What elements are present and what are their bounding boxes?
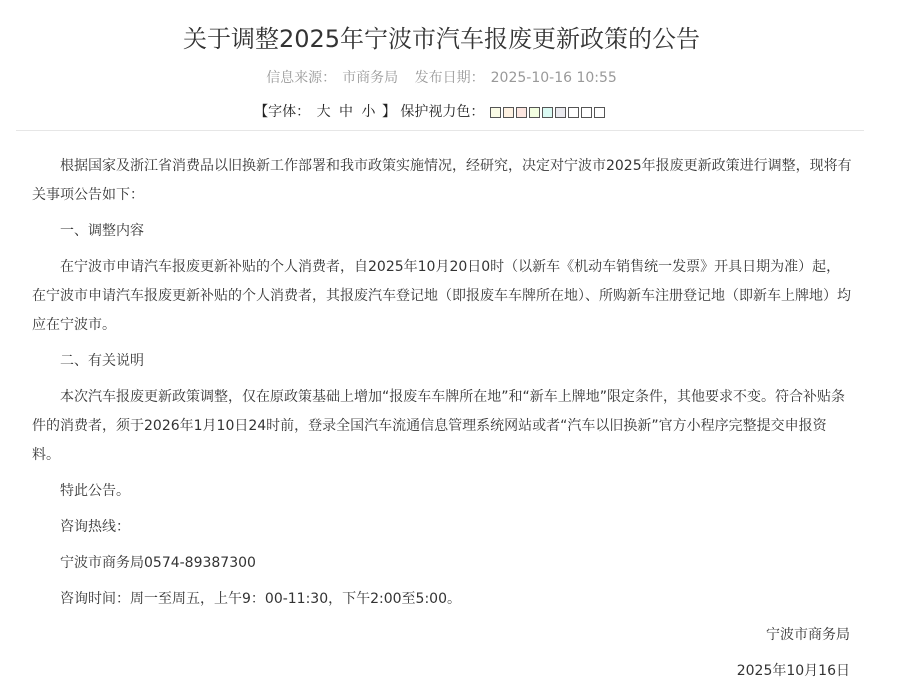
notes-paragraph: 本次汽车报废更新政策调整，仅在原政策基础上增加“报废车车牌所在地”和“新车上牌地”限定条件，其他要求不变。符合补贴条件的消费者，须于2026年1月10日24时前，登录全国汽车流通信息管理系统网站或者“汽车以旧换新”官方小程序完整提交申报资料。 [32, 389, 846, 463]
color-swatch-9[interactable] [594, 107, 605, 118]
font-size-label: 【字体： [254, 104, 311, 120]
color-swatch-5[interactable] [542, 107, 553, 118]
font-size-close-bracket: 】 [381, 104, 396, 120]
source-value: 市商务局 [342, 70, 399, 86]
color-swatch-6[interactable] [555, 107, 566, 118]
section-heading-adjustment: 一、调整内容 [60, 223, 144, 239]
date-value: 2025-10-16 10:55 [490, 70, 617, 86]
color-swatch-8[interactable] [581, 107, 592, 118]
font-size-small-button[interactable]: 小 [361, 104, 376, 120]
color-swatch-3[interactable] [516, 107, 527, 118]
eye-protection-label: 保护视力色： [400, 104, 485, 120]
publish-date-info [412, 70, 620, 86]
color-swatch-4[interactable] [529, 107, 540, 118]
header-divider [16, 130, 864, 131]
page-title: 关于调整2025年宁波市汽车报废更新政策的公告 [182, 25, 701, 53]
closing-paragraph: 特此公告。 [60, 483, 130, 499]
eye-protection-swatches [489, 104, 606, 120]
intro-paragraph: 根据国家及浙江省消费品以旧换新工作部署和我市政策实施情况，经研究，决定对宁波市2025年报废更新政策进行调整，现将有关事项公告如下： [32, 158, 852, 203]
font-size-medium-button[interactable]: 中 [339, 104, 354, 120]
reading-tools [0, 102, 860, 122]
date-label: 发布日期： [414, 70, 485, 86]
color-swatch-2[interactable] [503, 107, 514, 118]
section-heading-notes: 二、有关说明 [60, 353, 144, 369]
article-body [32, 152, 852, 693]
color-swatch-7[interactable] [568, 107, 579, 118]
hotline-label: 咨询热线： [60, 519, 130, 535]
source-info [263, 70, 401, 86]
signature-date: 2025年10月16日 [736, 663, 850, 679]
source-label: 信息来源： [266, 70, 337, 86]
hotline-number: 宁波市商务局0574-89387300 [60, 555, 256, 571]
article-meta [0, 68, 883, 88]
signature: 宁波市商务局 [766, 627, 850, 643]
color-swatch-1[interactable] [490, 107, 501, 118]
font-size-large-button[interactable]: 大 [316, 104, 331, 120]
adjustment-paragraph: 在宁波市申请汽车报废更新补贴的个人消费者，自2025年10月20日0时（以新车《机动车销售统一发票》开具日期为准）起，在宁波市申请汽车报废更新补贴的个人消费者，其报废汽车登记地（即报废车车牌所在地）、所购新车注册登记地（即新车上牌地）均应在宁波市。 [32, 259, 851, 333]
consult-hours: 咨询时间：周一至周五，上午9：00-11:30，下午2:00至5:00。 [60, 591, 461, 607]
